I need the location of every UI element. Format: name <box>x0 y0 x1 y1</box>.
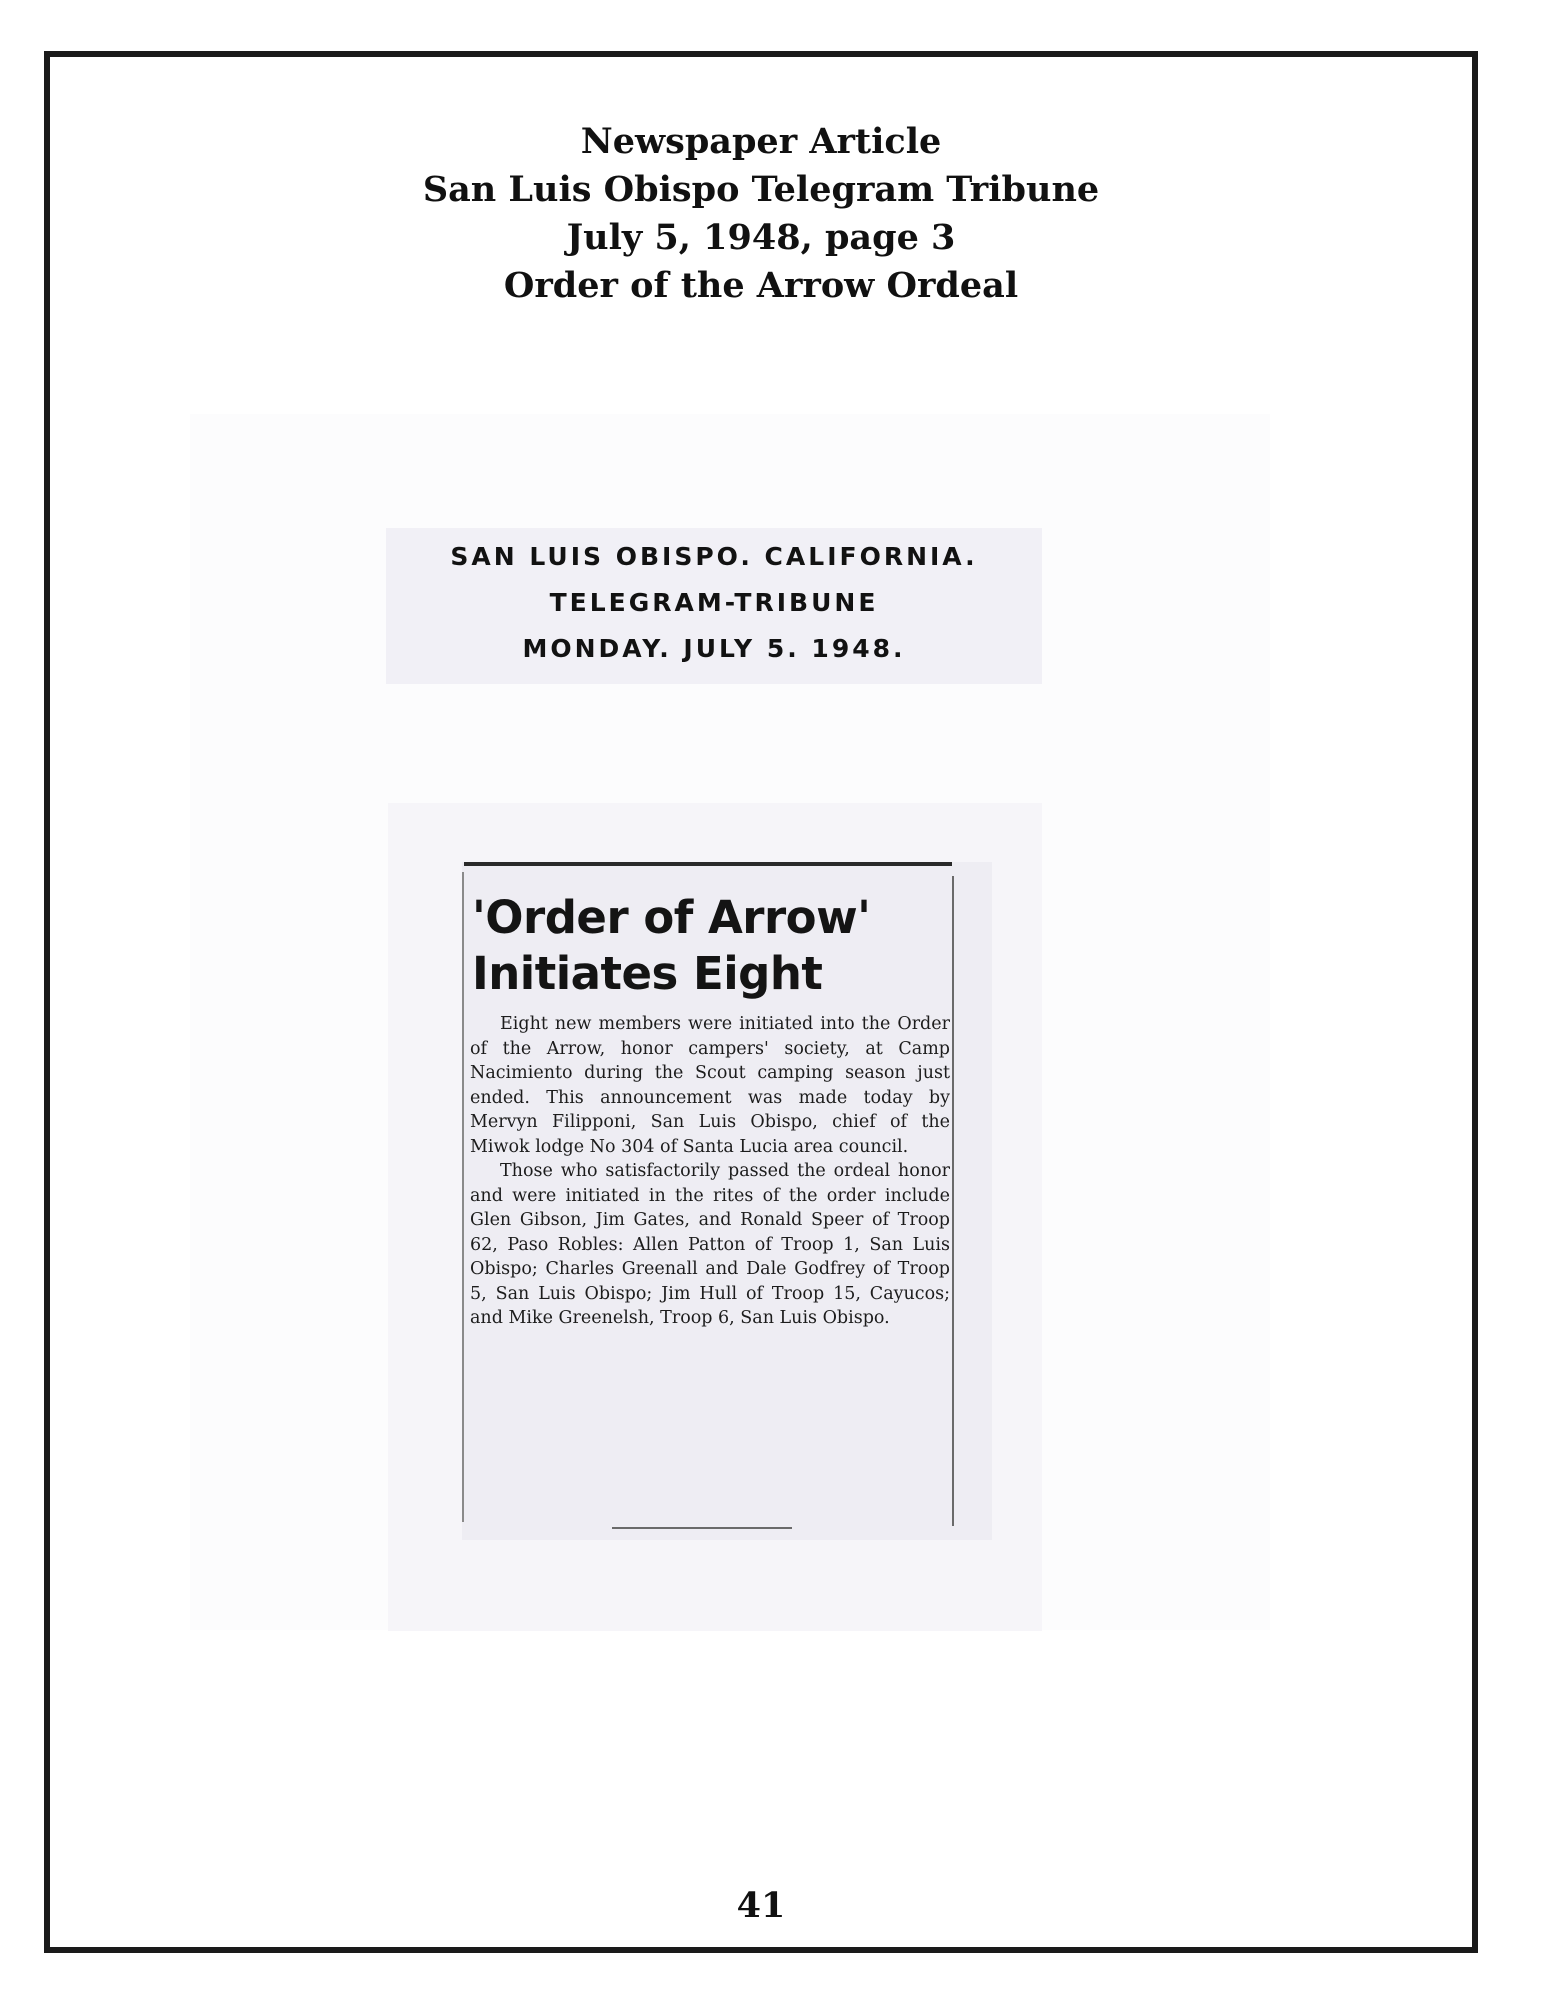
headline-line-1: 'Order of Arrow' <box>472 891 871 944</box>
article-paragraph-1: Eight new members were initiated into the Order of the Arrow, honor campers' society, at Camp Nacimiento during the Scout camping season just ended. This announcement was made today by Mervyn Filipponi, San Luis Obispo, chief of the Miwok lodge No 304 of Santa Lucia area council. <box>470 1014 950 1157</box>
title-line-date: July 5, 1948, page 3 <box>566 217 956 258</box>
masthead-location: SAN LUIS OBISPO. CALIFORNIA. <box>450 542 978 571</box>
title-line-newspaper: San Luis Obispo Telegram Tribune <box>422 169 1100 210</box>
newspaper-masthead <box>386 528 1042 684</box>
page-number: 41 <box>736 1885 786 1926</box>
masthead-date: MONDAY. JULY 5. 1948. <box>522 634 906 663</box>
title-line-subject: Order of the Arrow Ordeal <box>503 265 1019 306</box>
headline-line-2: Initiates Eight <box>472 947 823 1000</box>
clipping-right-rule <box>952 876 954 1526</box>
article-body <box>470 1012 950 1331</box>
clipping-bottom-rule <box>612 1527 792 1529</box>
article-headline <box>472 890 952 1002</box>
newspaper-clipping <box>462 862 992 1540</box>
clipping-top-rule <box>464 862 952 866</box>
masthead-paper-name: TELEGRAM-TRIBUNE <box>549 588 879 617</box>
clipping-left-rule <box>462 872 464 1522</box>
title-line-label: Newspaper Article <box>580 121 942 162</box>
article-paragraph-2: Those who satisfactorily passed the ordeal honor and were initiated in the rites of the order include Glen Gibson, Jim Gates, and Ronald Speer of Troop 62, Paso Robles: Allen Patton of Troop 1, San Luis Obispo; Charles Greenall and Dale Godfrey of Troop 5, San Luis Obispo; Jim Hull of Troop 15, Cayucos; and Mike Greenelsh, Troop 6, San Luis Obispo. <box>470 1161 950 1328</box>
document-title-block <box>50 118 1472 310</box>
